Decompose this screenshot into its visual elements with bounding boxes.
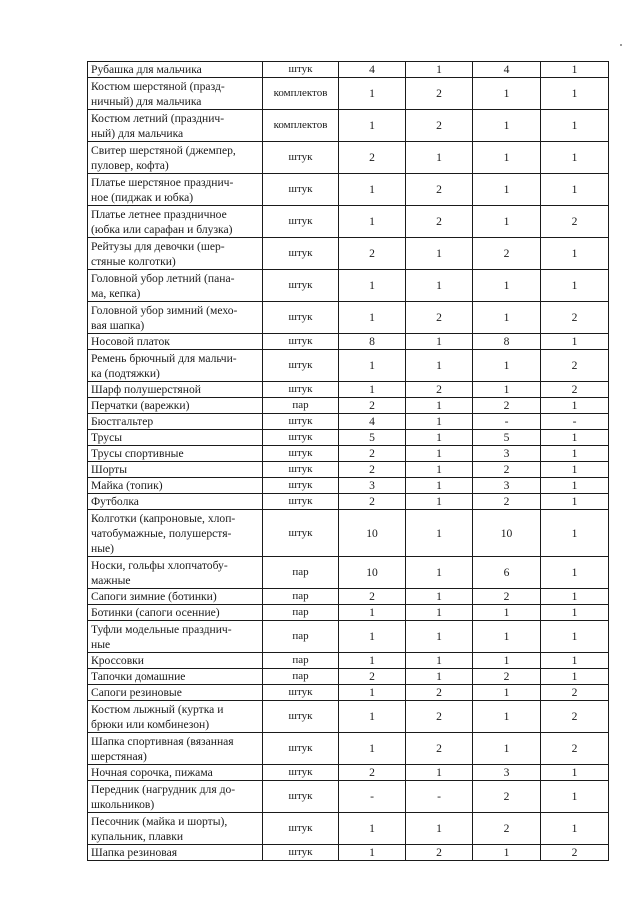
table-row (88, 382, 609, 398)
item-name-cell: Ремень брючный для мальчи- ка (подтяжки) (88, 350, 263, 382)
value-cell-2: 2 (406, 701, 473, 733)
clothing-norms-table (87, 61, 609, 861)
unit-cell: штук (263, 733, 339, 765)
value-cell-3: 1 (473, 302, 541, 334)
unit-cell: пар (263, 557, 339, 589)
table-row (88, 781, 609, 813)
table-row (88, 845, 609, 861)
unit-cell: штук (263, 494, 339, 510)
unit-cell: штук (263, 62, 339, 78)
value-cell-3: 1 (473, 174, 541, 206)
value-cell-2: 2 (406, 110, 473, 142)
value-cell-2: 1 (406, 589, 473, 605)
table-row (88, 110, 609, 142)
value-cell-1: 2 (339, 589, 406, 605)
value-cell-3: 1 (473, 382, 541, 398)
value-cell-2: 1 (406, 813, 473, 845)
value-cell-2: 1 (406, 462, 473, 478)
item-name-cell: Бюстгальтер (88, 414, 263, 430)
unit-cell: штук (263, 510, 339, 557)
value-cell-1: 1 (339, 78, 406, 110)
unit-cell: штук (263, 701, 339, 733)
value-cell-4: 1 (541, 446, 609, 462)
value-cell-2: 1 (406, 398, 473, 414)
table-row (88, 174, 609, 206)
item-name-cell: Трусы спортивные (88, 446, 263, 462)
item-name-cell: Платье шерстяное празднич- ное (пиджак и юбка) (88, 174, 263, 206)
value-cell-1: 1 (339, 302, 406, 334)
value-cell-4: 2 (541, 701, 609, 733)
value-cell-3: 2 (473, 462, 541, 478)
value-cell-3: 1 (473, 621, 541, 653)
unit-cell: штук (263, 382, 339, 398)
value-cell-3: 2 (473, 813, 541, 845)
unit-cell: пар (263, 653, 339, 669)
value-cell-1: 4 (339, 414, 406, 430)
value-cell-2: 2 (406, 206, 473, 238)
item-name-cell: Платье летнее праздничное (юбка или сарафан и блузка) (88, 206, 263, 238)
table-row (88, 398, 609, 414)
value-cell-4: 1 (541, 78, 609, 110)
value-cell-4: 1 (541, 462, 609, 478)
item-name-cell: Рейтузы для девочки (шер- стяные колготки) (88, 238, 263, 270)
value-cell-1: 5 (339, 430, 406, 446)
table-row (88, 270, 609, 302)
value-cell-1: 2 (339, 669, 406, 685)
value-cell-1: 1 (339, 733, 406, 765)
value-cell-4: 2 (541, 302, 609, 334)
unit-cell: штук (263, 206, 339, 238)
value-cell-1: 1 (339, 270, 406, 302)
value-cell-3: 1 (473, 142, 541, 174)
value-cell-3: 2 (473, 781, 541, 813)
unit-cell: штук (263, 302, 339, 334)
table-row (88, 510, 609, 557)
value-cell-4: 1 (541, 270, 609, 302)
value-cell-3: 8 (473, 334, 541, 350)
value-cell-4: 2 (541, 382, 609, 398)
item-name-cell: Носовой платок (88, 334, 263, 350)
table-row (88, 302, 609, 334)
value-cell-4: 2 (541, 733, 609, 765)
value-cell-4: - (541, 414, 609, 430)
item-name-cell: Перчатки (варежки) (88, 398, 263, 414)
unit-cell: штук (263, 350, 339, 382)
value-cell-4: 1 (541, 110, 609, 142)
value-cell-3: 2 (473, 398, 541, 414)
value-cell-4: 1 (541, 398, 609, 414)
table-row (88, 206, 609, 238)
value-cell-4: 2 (541, 685, 609, 701)
value-cell-3: 1 (473, 110, 541, 142)
table-row (88, 78, 609, 110)
item-name-cell: Кроссовки (88, 653, 263, 669)
value-cell-2: 1 (406, 238, 473, 270)
value-cell-3: 6 (473, 557, 541, 589)
value-cell-3: - (473, 414, 541, 430)
value-cell-2: 1 (406, 621, 473, 653)
value-cell-4: 1 (541, 238, 609, 270)
unit-cell: штук (263, 462, 339, 478)
value-cell-2: 1 (406, 414, 473, 430)
value-cell-2: 1 (406, 350, 473, 382)
value-cell-2: 1 (406, 605, 473, 621)
value-cell-4: 1 (541, 589, 609, 605)
value-cell-1: 1 (339, 701, 406, 733)
unit-cell: пар (263, 669, 339, 685)
value-cell-3: 2 (473, 238, 541, 270)
value-cell-1: 2 (339, 765, 406, 781)
value-cell-2: 2 (406, 845, 473, 861)
table-row (88, 605, 609, 621)
item-name-cell: Сапоги зимние (ботинки) (88, 589, 263, 605)
value-cell-4: 1 (541, 813, 609, 845)
unit-cell: пар (263, 621, 339, 653)
unit-cell: штук (263, 414, 339, 430)
item-name-cell: Майка (топик) (88, 478, 263, 494)
item-name-cell: Ночная сорочка, пижама (88, 765, 263, 781)
value-cell-2: 2 (406, 382, 473, 398)
value-cell-1: 1 (339, 685, 406, 701)
item-name-cell: Головной убор зимний (мехо- вая шапка) (88, 302, 263, 334)
unit-cell: штук (263, 142, 339, 174)
value-cell-1: 1 (339, 206, 406, 238)
unit-cell: пар (263, 398, 339, 414)
value-cell-1: 2 (339, 142, 406, 174)
value-cell-3: 1 (473, 653, 541, 669)
table-row (88, 621, 609, 653)
value-cell-2: 1 (406, 142, 473, 174)
value-cell-4: 1 (541, 781, 609, 813)
item-name-cell: Песочник (майка и шорты), купальник, плавки (88, 813, 263, 845)
value-cell-2: 1 (406, 669, 473, 685)
value-cell-2: - (406, 781, 473, 813)
unit-cell: штук (263, 478, 339, 494)
value-cell-2: 1 (406, 557, 473, 589)
value-cell-1: 1 (339, 382, 406, 398)
table-row (88, 494, 609, 510)
value-cell-4: 1 (541, 494, 609, 510)
value-cell-4: 1 (541, 430, 609, 446)
value-cell-4: 1 (541, 142, 609, 174)
value-cell-3: 2 (473, 589, 541, 605)
value-cell-2: 2 (406, 174, 473, 206)
value-cell-1: 4 (339, 62, 406, 78)
value-cell-1: 2 (339, 238, 406, 270)
value-cell-2: 2 (406, 685, 473, 701)
value-cell-1: 2 (339, 398, 406, 414)
value-cell-1: 2 (339, 462, 406, 478)
scan-speck (620, 44, 622, 46)
unit-cell: штук (263, 334, 339, 350)
value-cell-1: - (339, 781, 406, 813)
table-row (88, 430, 609, 446)
value-cell-4: 1 (541, 765, 609, 781)
value-cell-4: 1 (541, 510, 609, 557)
value-cell-1: 1 (339, 174, 406, 206)
item-name-cell: Костюм летний (празднич- ный) для мальчика (88, 110, 263, 142)
value-cell-3: 1 (473, 701, 541, 733)
value-cell-3: 2 (473, 494, 541, 510)
unit-cell: комплектов (263, 78, 339, 110)
value-cell-1: 1 (339, 350, 406, 382)
item-name-cell: Колготки (капроновые, хлоп- чатобумажные, полушерстя- ные) (88, 510, 263, 557)
item-name-cell: Тапочки домашние (88, 669, 263, 685)
unit-cell: пар (263, 589, 339, 605)
value-cell-2: 2 (406, 78, 473, 110)
value-cell-2: 1 (406, 430, 473, 446)
value-cell-1: 1 (339, 110, 406, 142)
unit-cell: штук (263, 685, 339, 701)
item-name-cell: Костюм шерстяной (празд- ничный) для мальчика (88, 78, 263, 110)
table-row (88, 62, 609, 78)
value-cell-1: 1 (339, 813, 406, 845)
value-cell-4: 1 (541, 62, 609, 78)
unit-cell: штук (263, 270, 339, 302)
unit-cell: пар (263, 605, 339, 621)
table-row (88, 813, 609, 845)
table-row (88, 350, 609, 382)
value-cell-2: 1 (406, 494, 473, 510)
value-cell-1: 2 (339, 494, 406, 510)
value-cell-1: 1 (339, 605, 406, 621)
value-cell-3: 1 (473, 78, 541, 110)
table-row (88, 238, 609, 270)
item-name-cell: Трусы (88, 430, 263, 446)
unit-cell: штук (263, 845, 339, 861)
value-cell-1: 1 (339, 621, 406, 653)
value-cell-4: 1 (541, 174, 609, 206)
value-cell-1: 1 (339, 845, 406, 861)
item-name-cell: Костюм лыжный (куртка и брюки или комбинезон) (88, 701, 263, 733)
unit-cell: штук (263, 174, 339, 206)
value-cell-4: 1 (541, 669, 609, 685)
item-name-cell: Шорты (88, 462, 263, 478)
value-cell-3: 1 (473, 733, 541, 765)
table-row (88, 765, 609, 781)
item-name-cell: Шапка спортивная (вязанная шерстяная) (88, 733, 263, 765)
value-cell-2: 1 (406, 653, 473, 669)
value-cell-3: 1 (473, 845, 541, 861)
value-cell-4: 1 (541, 621, 609, 653)
value-cell-3: 1 (473, 206, 541, 238)
value-cell-2: 2 (406, 302, 473, 334)
value-cell-3: 3 (473, 478, 541, 494)
value-cell-1: 3 (339, 478, 406, 494)
value-cell-4: 1 (541, 653, 609, 669)
item-name-cell: Футболка (88, 494, 263, 510)
value-cell-3: 3 (473, 765, 541, 781)
value-cell-3: 3 (473, 446, 541, 462)
value-cell-4: 2 (541, 845, 609, 861)
value-cell-4: 2 (541, 206, 609, 238)
table-row (88, 685, 609, 701)
value-cell-3: 10 (473, 510, 541, 557)
value-cell-2: 1 (406, 446, 473, 462)
value-cell-3: 1 (473, 270, 541, 302)
item-name-cell: Шарф полушерстяной (88, 382, 263, 398)
value-cell-2: 1 (406, 270, 473, 302)
table-row (88, 142, 609, 174)
value-cell-3: 5 (473, 430, 541, 446)
value-cell-2: 1 (406, 510, 473, 557)
item-name-cell: Головной убор летний (пана- ма, кепка) (88, 270, 263, 302)
table-row (88, 589, 609, 605)
table-row (88, 653, 609, 669)
unit-cell: штук (263, 430, 339, 446)
item-name-cell: Туфли модельные празднич- ные (88, 621, 263, 653)
value-cell-1: 8 (339, 334, 406, 350)
value-cell-2: 1 (406, 62, 473, 78)
value-cell-1: 10 (339, 510, 406, 557)
item-name-cell: Шапка резиновая (88, 845, 263, 861)
value-cell-3: 1 (473, 685, 541, 701)
table-row (88, 701, 609, 733)
value-cell-1: 10 (339, 557, 406, 589)
item-name-cell: Сапоги резиновые (88, 685, 263, 701)
value-cell-2: 2 (406, 733, 473, 765)
value-cell-3: 1 (473, 350, 541, 382)
value-cell-2: 1 (406, 478, 473, 494)
table-row (88, 733, 609, 765)
table-body (88, 62, 609, 861)
table-row (88, 334, 609, 350)
value-cell-2: 1 (406, 334, 473, 350)
value-cell-2: 1 (406, 765, 473, 781)
item-name-cell: Носки, гольфы хлопчатобу- мажные (88, 557, 263, 589)
value-cell-4: 1 (541, 557, 609, 589)
table-row (88, 669, 609, 685)
value-cell-3: 4 (473, 62, 541, 78)
value-cell-3: 2 (473, 669, 541, 685)
table-row (88, 414, 609, 430)
unit-cell: штук (263, 238, 339, 270)
item-name-cell: Ботинки (сапоги осенние) (88, 605, 263, 621)
unit-cell: комплектов (263, 110, 339, 142)
unit-cell: штук (263, 781, 339, 813)
item-name-cell: Передник (нагрудник для до- школьников) (88, 781, 263, 813)
table-row (88, 462, 609, 478)
unit-cell: штук (263, 446, 339, 462)
unit-cell: штук (263, 765, 339, 781)
unit-cell: штук (263, 813, 339, 845)
item-name-cell: Свитер шерстяной (джемпер, пуловер, кофта) (88, 142, 263, 174)
table-row (88, 446, 609, 462)
value-cell-4: 1 (541, 334, 609, 350)
value-cell-1: 1 (339, 653, 406, 669)
item-name-cell: Рубашка для мальчика (88, 62, 263, 78)
value-cell-4: 1 (541, 478, 609, 494)
table-row (88, 478, 609, 494)
value-cell-4: 2 (541, 350, 609, 382)
value-cell-4: 1 (541, 605, 609, 621)
value-cell-3: 1 (473, 605, 541, 621)
value-cell-1: 2 (339, 446, 406, 462)
table-row (88, 557, 609, 589)
